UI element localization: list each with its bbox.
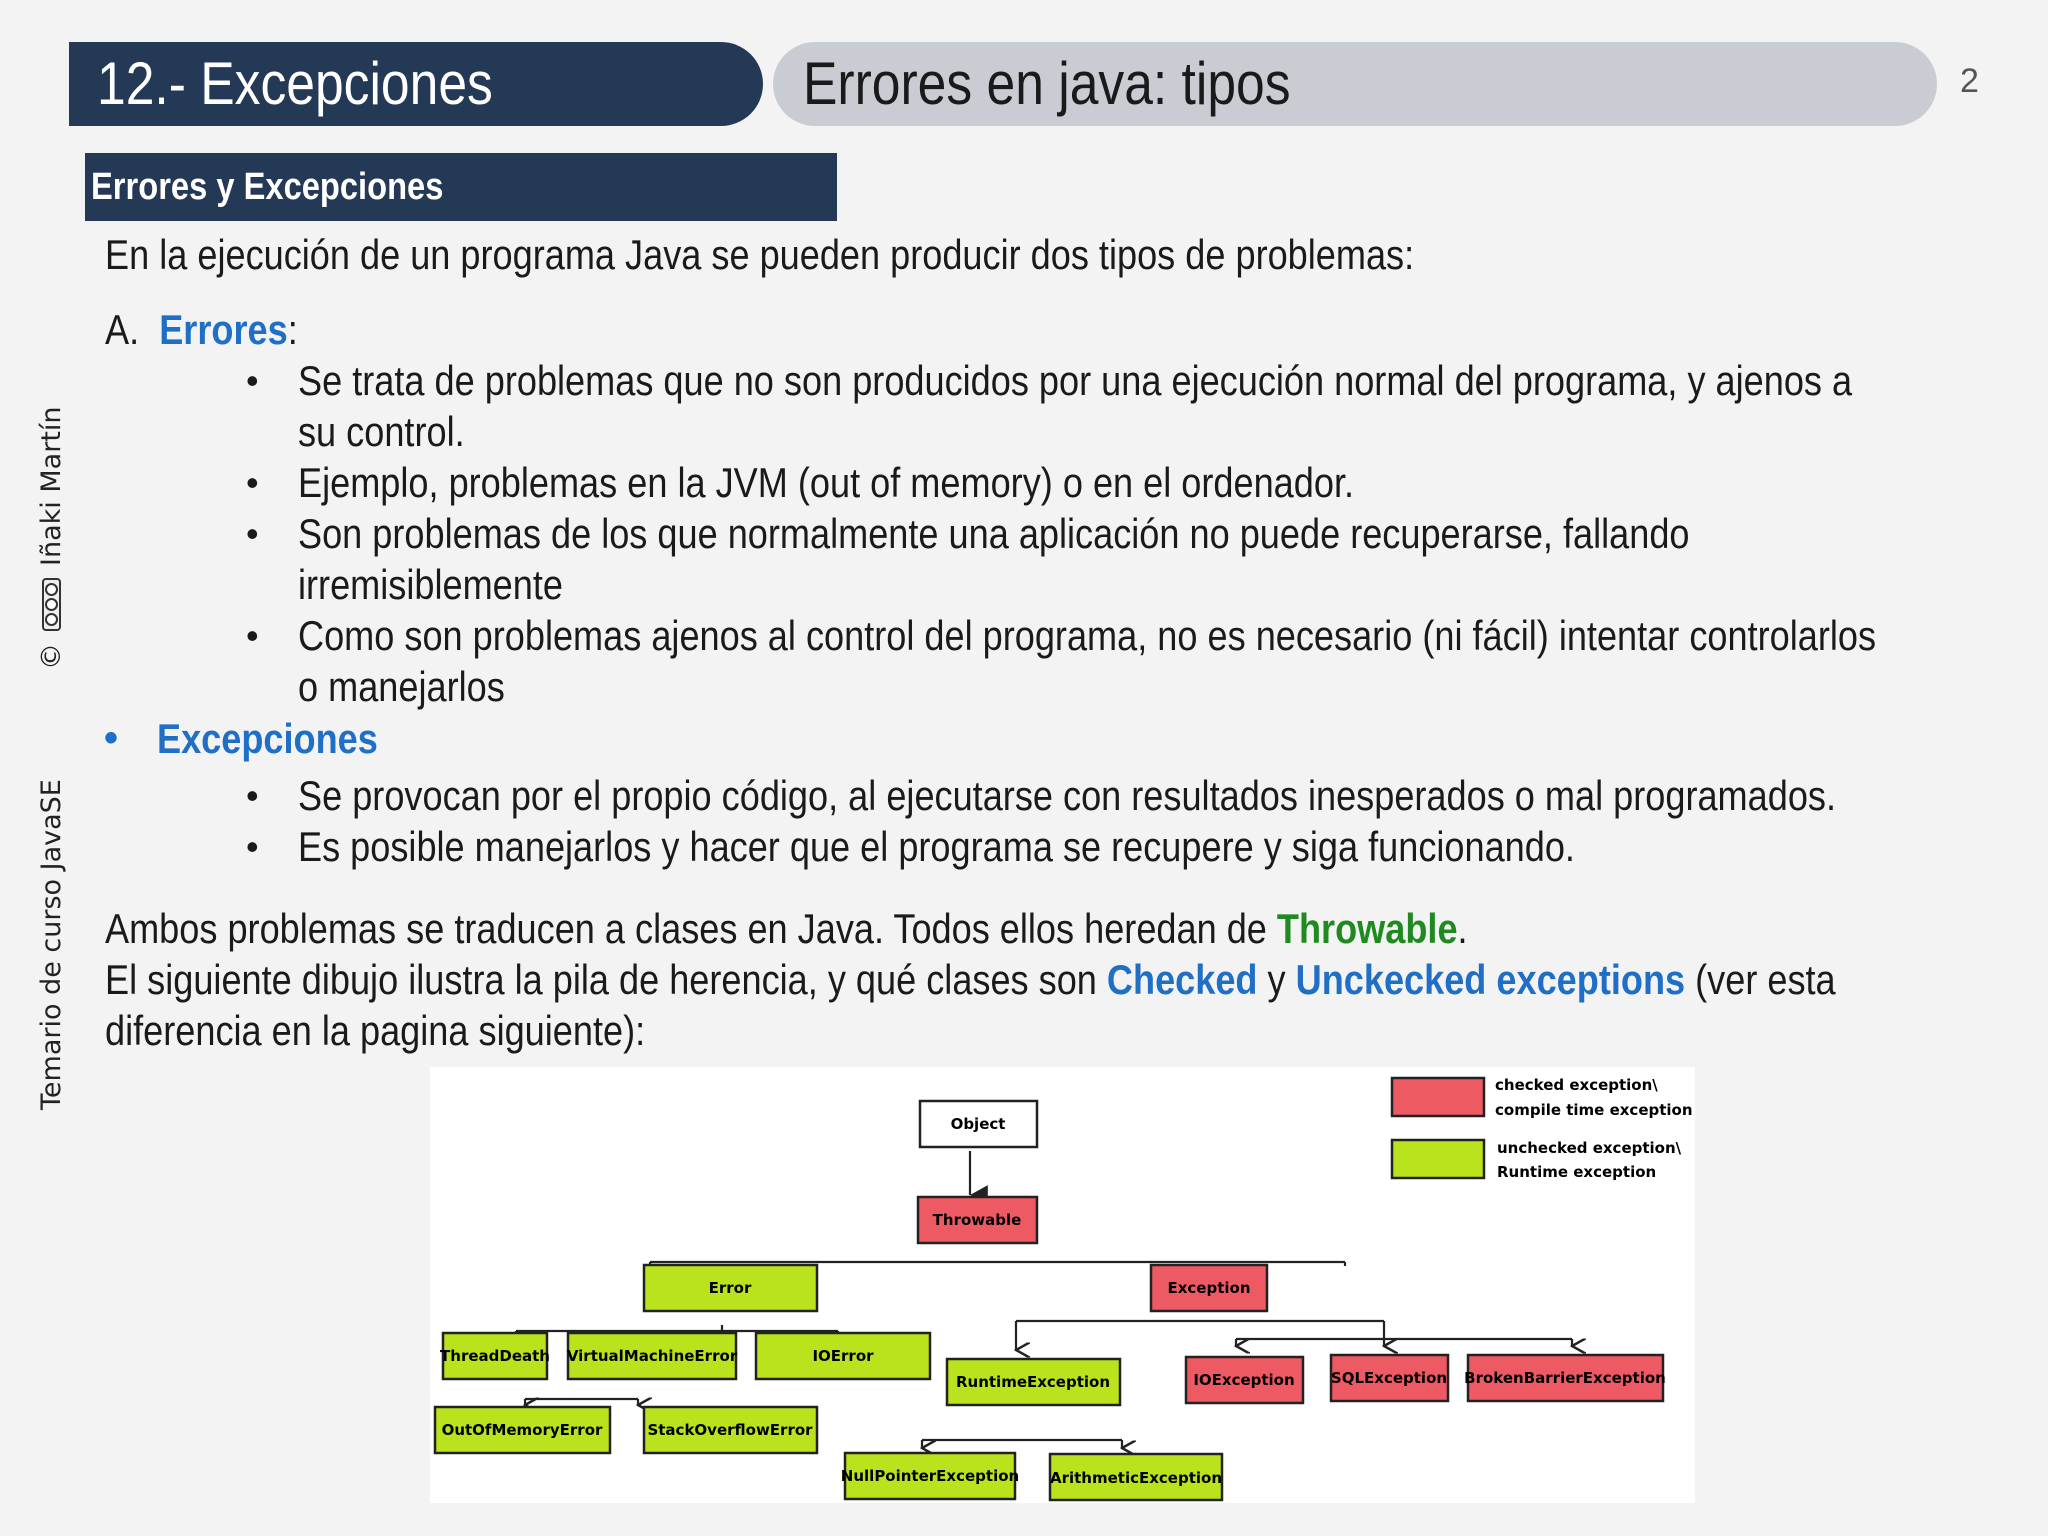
node-sqlexception-label: SQLException	[1330, 1369, 1448, 1387]
legend-unchecked-swatch	[1392, 1140, 1484, 1178]
closing-2-text: El siguiente dibujo ilustra la pila de herencia, y qué clases son	[105, 956, 1107, 1003]
excepciones-bullet-1: Se provocan por el propio código, al ejecutarse con resultados inesperados o mal programados.	[298, 772, 1837, 819]
page-number: 2	[1960, 62, 1979, 100]
node-runtimeexception-label: RuntimeException	[955, 1373, 1111, 1391]
closing-line-1	[105, 903, 1468, 954]
item-b-title: Excepciones	[157, 715, 378, 762]
bullet-icon: •	[246, 826, 259, 867]
bullet-icon: •	[246, 615, 259, 656]
node-object	[920, 1101, 1037, 1147]
node-virtualmachineerror-label: VirtualMachineError	[566, 1347, 738, 1365]
bullet-icon: •	[246, 513, 259, 554]
section-label: Errores y Excepciones	[91, 166, 444, 208]
node-ioerror	[756, 1333, 930, 1379]
chapter-title: 12.- Excepciones	[97, 50, 493, 117]
node-runtimeexception	[947, 1359, 1120, 1405]
bullet-icon: •	[246, 775, 259, 816]
node-threaddeath	[440, 1333, 550, 1379]
item-a-colon: :	[287, 306, 298, 353]
errores-bullet-3-cont: irremisiblemente	[298, 561, 563, 608]
closing-line-2	[105, 954, 1836, 1005]
bullet-icon: •	[104, 716, 119, 760]
node-nullpointerexception-label: NullPointerException	[840, 1467, 1020, 1485]
errores-bullet-1: Se trata de problemas que no son producidos por una ejecución normal del programa, y ajenos a	[298, 357, 1853, 404]
node-error	[644, 1265, 817, 1311]
node-object-label: Object	[950, 1115, 1006, 1133]
creative-commons-icon	[42, 578, 61, 631]
item-a-heading	[105, 304, 298, 355]
node-exception-label: Exception	[1167, 1279, 1251, 1297]
item-a-letter: A.	[105, 306, 140, 353]
node-outofmemoryerror-label: OutOfMemoryError	[441, 1421, 603, 1439]
section-label-bar	[85, 153, 837, 221]
slide-title-bar	[773, 42, 1937, 126]
checked-highlight: Checked	[1106, 956, 1258, 1003]
node-error-label: Error	[708, 1279, 752, 1297]
errores-bullet-4-cont: o manejarlos	[298, 663, 505, 710]
node-arithmeticexception-label: ArithmeticException	[1049, 1469, 1223, 1487]
chapter-title-bar	[69, 42, 763, 126]
diagram-legend	[1392, 1076, 1693, 1181]
node-ioerror-label: IOError	[812, 1347, 874, 1365]
throwable-highlight: Throwable	[1276, 905, 1458, 952]
exception-hierarchy-diagram	[430, 1067, 1695, 1503]
excepciones-bullet-2: Es posible manejarlos y hacer que el programa se recupere y siga funcionando.	[298, 823, 1575, 870]
legend-unchecked-line2: Runtime exception	[1497, 1163, 1657, 1181]
node-virtualmachineerror	[567, 1333, 738, 1379]
closing-line-3: diferencia en la pagina siguiente):	[105, 1007, 646, 1054]
bullet-icon: •	[246, 360, 259, 401]
node-nullpointerexception	[841, 1453, 1019, 1499]
node-ioexception-label: IOException	[1193, 1371, 1295, 1389]
copyright-symbol: ©	[36, 642, 67, 670]
item-a-title: Errores	[159, 306, 288, 353]
legend-checked-swatch	[1392, 1078, 1484, 1116]
node-arithmeticexception	[1050, 1454, 1222, 1500]
node-sqlexception	[1331, 1355, 1448, 1401]
node-brokenbarrierexception-label: BrokenBarrierException	[1464, 1369, 1666, 1387]
errores-bullet-3: Son problemas de los que normalmente una aplicación no puede recuperarse, fallando	[298, 510, 1690, 557]
node-threaddeath-label: ThreadDeath	[440, 1347, 550, 1365]
node-throwable	[918, 1197, 1037, 1243]
node-exception	[1151, 1265, 1267, 1311]
errores-bullet-4: Como son problemas ajenos al control del programa, no es necesario (ni fácil) intentar controlarlos	[298, 612, 1877, 659]
legend-checked-line2: compile time exception	[1495, 1101, 1693, 1119]
closing-1-text: Ambos problemas se traducen a clases en Java. Todos ellos heredan de	[105, 905, 1277, 952]
diagram-canvas	[430, 1067, 1695, 1503]
sidebar-footer	[36, 406, 67, 1110]
errores-bullet-1-cont: su control.	[298, 408, 465, 455]
closing-1-end: .	[1457, 905, 1468, 952]
node-throwable-label: Throwable	[932, 1211, 1022, 1229]
slide-title: Errores en java: tipos	[803, 50, 1291, 117]
bullet-icon: •	[246, 462, 259, 503]
node-outofmemoryerror	[435, 1407, 610, 1453]
legend-unchecked-line1: unchecked exception\	[1497, 1139, 1682, 1157]
course-name: Temario de curso JavaSE	[36, 779, 67, 1110]
author-name: Iñaki Martín	[36, 406, 67, 566]
unchecked-highlight: Unckecked exceptions	[1295, 956, 1686, 1003]
intro-text: En la ejecución de un programa Java se pueden producir dos tipos de problemas:	[105, 231, 1415, 278]
closing-2-end: (ver esta	[1685, 956, 1836, 1003]
closing-2-mid: y	[1257, 956, 1296, 1003]
node-stackoverflowerror	[644, 1407, 817, 1453]
legend-checked-line1: checked exception\	[1495, 1076, 1658, 1094]
node-stackoverflowerror-label: StackOverflowError	[647, 1421, 813, 1439]
node-ioexception	[1186, 1357, 1303, 1403]
errores-bullet-2: Ejemplo, problemas en la JVM (out of memory) o en el ordenador.	[298, 459, 1355, 506]
node-brokenbarrierexception	[1464, 1355, 1666, 1401]
